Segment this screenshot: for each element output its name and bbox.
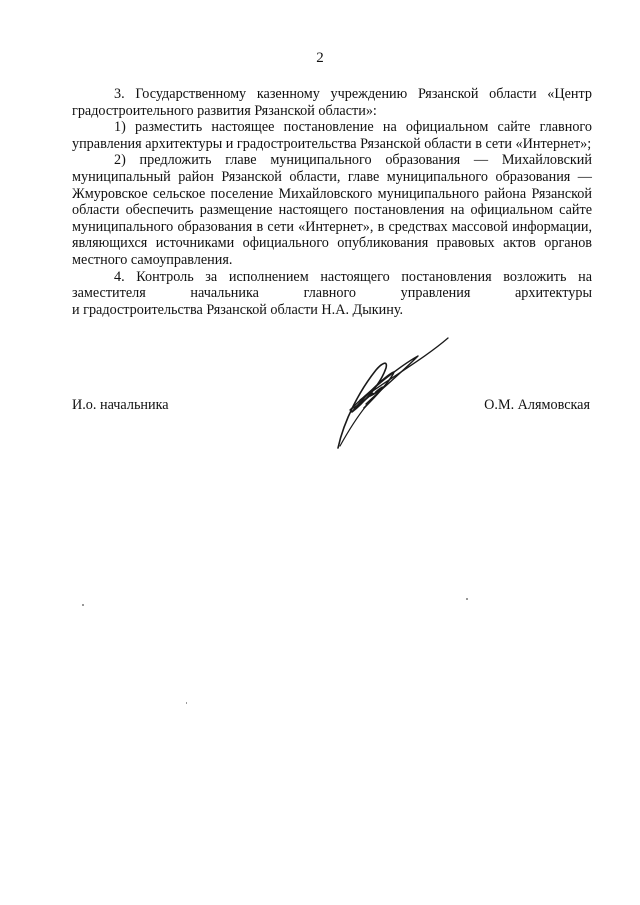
document-body [72,86,592,318]
scan-speck [82,604,84,606]
scan-speck [186,702,187,704]
paragraph-4: 4. Контроль за исполнением настоящего постановления возложить на заместителя начальника главного управления архитектуры [72,268,592,302]
paragraph-3-2: 2) предложить главе муниципального образования — Михайловский муниципальный район Рязанской области, главе муниципального образования — Жмуровское сельское поселение Михайловского муниципального района Рязанской области обеспечить размещение настоящего постановления на официальном сайте муниципального образования в сети «Интернет», в средствах массовой информации, являющихся источниками официального опубликования правовых актов органов местного самоуправления. [72,152,592,268]
signatory-name: О.М. Алямовская [484,397,590,413]
paragraph-3: 3. Государственному казенному учреждению Рязанской области «Центр градостроительного развития Рязанской области»: [72,86,592,119]
page-number: 2 [316,50,324,66]
handwritten-signature [330,330,480,455]
paragraph-4-continuation: и градостроительства Рязанской области Н.А. Дыкину. [72,301,404,318]
signatory-position: И.о. начальника [72,397,169,413]
paragraph-3-1: 1) разместить настоящее постановление на официальном сайте главного управления архитектуры и градостроительства Рязанской области в сети «Интернет»; [72,119,592,152]
scan-speck [466,598,468,600]
